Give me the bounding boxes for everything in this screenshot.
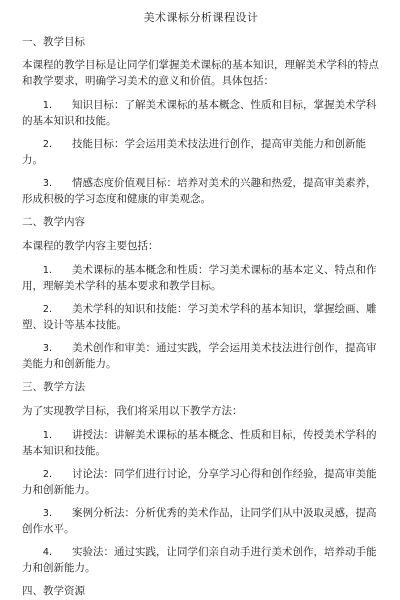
list-item bbox=[22, 302, 380, 333]
item-number: 1 . bbox=[22, 98, 72, 114]
item-number: 2 . bbox=[22, 302, 72, 318]
list-item bbox=[22, 263, 380, 294]
list-item bbox=[22, 545, 380, 576]
list-item bbox=[22, 428, 380, 459]
item-text: 讲授法：讲解美术课标的基本概念、性质和目标，传授美术学科的基本知识和技能。 bbox=[22, 429, 377, 457]
section-heading: 二、教学内容 bbox=[22, 216, 85, 228]
item-text: 知识目标：了解美术课标的基本概念、性质和目标，掌握美术学科的基本知识和技能。 bbox=[22, 99, 377, 127]
list-item bbox=[22, 467, 380, 498]
section-teaching-objectives bbox=[22, 35, 380, 208]
item-text: 实验法：通过实践，让同学们亲自动手进行美术创作，培养动手能力和创新能力。 bbox=[22, 546, 377, 574]
section-heading: 四、教学资源 bbox=[22, 585, 85, 597]
document-title: 美术课标分析课程设计 bbox=[143, 11, 259, 24]
item-text: 讨论法：同学们进行讨论，分享学习心得和创作经验，提高审美能力和创新能力。 bbox=[22, 468, 377, 496]
list-item bbox=[22, 137, 380, 168]
list-item bbox=[22, 98, 380, 129]
item-number: 2 . bbox=[22, 137, 72, 153]
item-text: 技能目标：学会运用美术技法进行创作，提高审美能力和创新能力。 bbox=[22, 138, 366, 166]
item-number: 3 . bbox=[22, 176, 72, 192]
item-number: 1 . bbox=[22, 263, 72, 279]
section-teaching-content bbox=[22, 215, 380, 372]
list-item bbox=[22, 176, 380, 207]
section-intro: 本课程的教学目标是让同学们掌握美术课标的基本知识，理解美术学科的特点和教学要求，明确学习美术的意义和价值。具体包括： bbox=[22, 59, 379, 87]
item-number: 3 . bbox=[22, 341, 72, 357]
section-intro: 本课程的教学内容主要包括： bbox=[22, 239, 159, 252]
section-heading: 一、教学目标 bbox=[22, 35, 85, 48]
item-number: 4 . bbox=[22, 545, 72, 561]
item-number: 3 . bbox=[22, 506, 72, 522]
section-heading: 三、教学方法 bbox=[22, 381, 85, 393]
list-item bbox=[22, 341, 380, 372]
item-text: 美术学科的知识和技能：学习美术学科的基本知识，掌握绘画、雕塑、设计等基本技能。 bbox=[22, 303, 377, 331]
section-intro: 为了实现教学目标，我们将采用以下教学方法： bbox=[22, 404, 243, 417]
section-teaching-resources bbox=[22, 584, 380, 600]
item-number: 1 . bbox=[22, 428, 72, 444]
item-text: 美术创作和审美：通过实践，学会运用美术技法进行创作，提高审美能力和创新能力。 bbox=[22, 342, 377, 370]
list-item bbox=[22, 506, 380, 537]
item-text: 案例分析法：分析优秀的美术作品，让同学们从中汲取灵感，提高创作水平。 bbox=[22, 507, 377, 535]
item-text: 情感态度价值观目标：培养对美术的兴趣和热爱，提高审美素养，形成积极的学习态度和健康的审美观念。 bbox=[22, 177, 377, 205]
item-number: 2 . bbox=[22, 467, 72, 483]
item-text: 美术课标的基本概念和性质：学习美术课标的基本定义、特点和作用，理解美术学科的基本要求和教学目标。 bbox=[22, 264, 377, 292]
